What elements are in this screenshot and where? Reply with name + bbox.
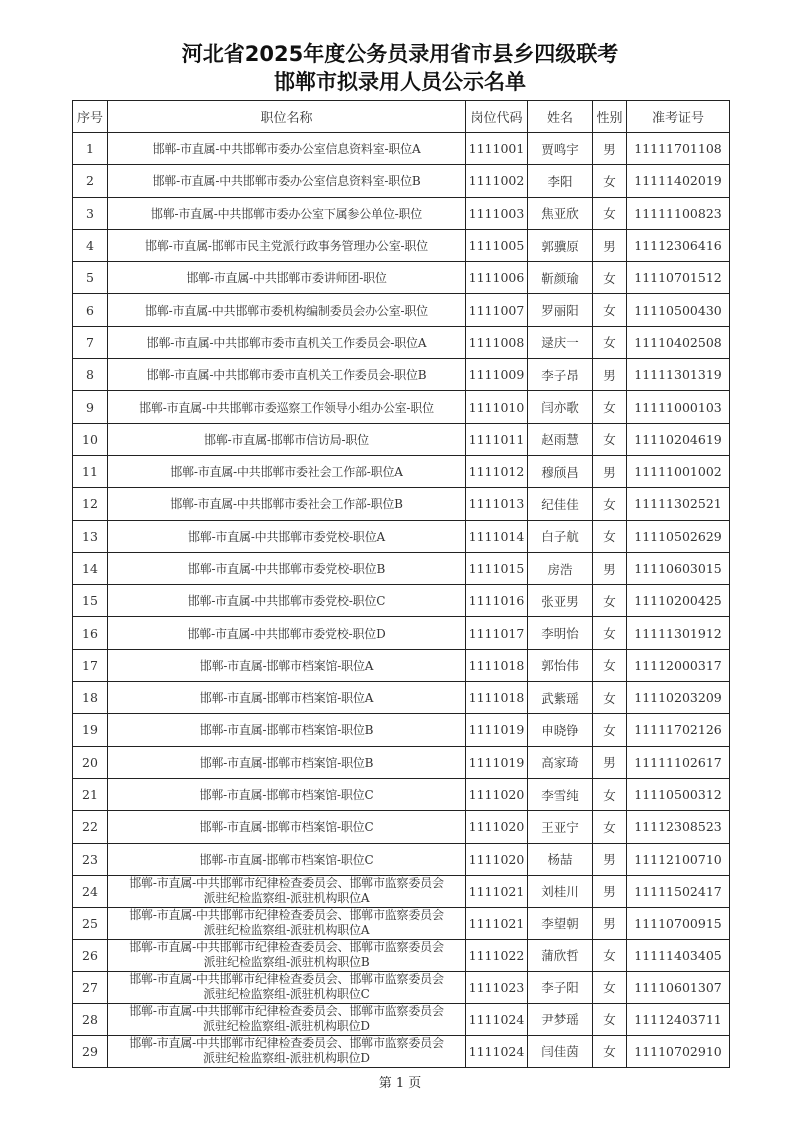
position-line1: 邯郸-市直属-中共邯郸市纪律检查委员会、邯郸市监察委员会 [129,908,444,923]
cell-gender: 女 [593,971,627,1003]
position-line1: 邯郸-市直属-中共邯郸市纪律检查委员会、邯郸市监察委员会 [129,972,444,987]
cell-gender: 男 [593,875,627,907]
cell-ticket: 11111701108 [627,133,730,165]
cell-gender: 女 [593,617,627,649]
cell-gender: 男 [593,552,627,584]
cell-name: 逯庆一 [528,326,593,358]
cell-position [108,391,466,423]
cell-name: 罗丽阳 [528,294,593,326]
position-line1: 邯郸-市直属-邯郸市档案馆-职位A [199,691,374,706]
cell-name: 贾鸣宇 [528,133,593,165]
cell-seq: 9 [73,391,108,423]
position-line1: 邯郸-市直属-中共邯郸市委市直机关工作委员会-职位B [146,368,427,383]
table-row [73,778,730,810]
cell-code: 1111024 [466,1035,528,1067]
cell-seq: 28 [73,1003,108,1035]
cell-gender: 女 [593,778,627,810]
position-line1: 邯郸-市直属-中共邯郸市委党校-职位C [187,594,386,609]
cell-ticket: 11111702126 [627,714,730,746]
cell-gender: 女 [593,939,627,971]
cell-seq: 17 [73,649,108,681]
table-row [73,971,730,1003]
cell-seq: 24 [73,875,108,907]
cell-code: 1111024 [466,1003,528,1035]
cell-seq: 3 [73,197,108,229]
cell-position [108,778,466,810]
cell-name: 李明怡 [528,617,593,649]
cell-name: 杨喆 [528,843,593,875]
table-row [73,746,730,778]
cell-position [108,971,466,1003]
header-seq: 序号 [73,101,108,133]
cell-gender: 女 [593,811,627,843]
table-row [73,455,730,487]
cell-gender: 男 [593,843,627,875]
position-line1: 邯郸-市直属-中共邯郸市委办公室信息资料室-职位A [152,142,421,157]
cell-seq: 12 [73,488,108,520]
cell-ticket: 11110502629 [627,520,730,552]
cell-position [108,294,466,326]
cell-ticket: 11110702910 [627,1035,730,1067]
page-number: 第 1 页 [378,1076,422,1091]
cell-name: 李望朝 [528,907,593,939]
cell-seq: 15 [73,585,108,617]
table-row [73,811,730,843]
cell-gender: 女 [593,197,627,229]
position-line2: 派驻纪检监察组-派驻机构职位D [203,1051,370,1066]
cell-ticket: 11111402019 [627,165,730,197]
cell-ticket: 11111301912 [627,617,730,649]
cell-seq: 20 [73,746,108,778]
position-line1: 邯郸-市直属-邯郸市档案馆-职位C [199,820,374,835]
cell-position [108,229,466,261]
cell-ticket: 11111403405 [627,939,730,971]
cell-position [108,165,466,197]
table-row [73,294,730,326]
cell-ticket: 11112308523 [627,811,730,843]
table-row [73,682,730,714]
cell-code: 1111023 [466,971,528,1003]
cell-code: 1111015 [466,552,528,584]
cell-position [108,1003,466,1035]
cell-position [108,714,466,746]
cell-position [108,133,466,165]
position-line2: 派驻纪检监察组-派驻机构职位B [203,955,370,970]
cell-position [108,585,466,617]
cell-gender: 女 [593,488,627,520]
cell-position [108,359,466,391]
table-row [73,391,730,423]
cell-ticket: 11110500430 [627,294,730,326]
cell-position [108,843,466,875]
table-row [73,229,730,261]
cell-seq: 23 [73,843,108,875]
position-line1: 邯郸-市直属-中共邯郸市委党校-职位A [187,529,386,544]
cell-position [108,746,466,778]
cell-name: 白子航 [528,520,593,552]
cell-position [108,907,466,939]
cell-gender: 男 [593,229,627,261]
table-row [73,649,730,681]
cell-code: 1111016 [466,585,528,617]
cell-gender: 女 [593,165,627,197]
cell-position [108,939,466,971]
cell-position [108,875,466,907]
cell-gender: 女 [593,1035,627,1067]
cell-name: 李子阳 [528,971,593,1003]
cell-seq: 10 [73,423,108,455]
cell-code: 1111021 [466,907,528,939]
header-gender: 性别 [593,101,627,133]
cell-ticket: 11110204619 [627,423,730,455]
cell-gender: 女 [593,423,627,455]
cell-name: 闫佳茵 [528,1035,593,1067]
document-title-line2: 邯郸市拟录用人员公示名单 [274,70,526,94]
table-row [73,1003,730,1035]
cell-ticket: 11110200425 [627,585,730,617]
position-line1: 邯郸-市直属-邯郸市民主党派行政事务管理办公室-职位 [145,239,428,254]
table-row [73,714,730,746]
cell-code: 1111019 [466,746,528,778]
cell-name: 赵雨慧 [528,423,593,455]
cell-ticket: 11111000103 [627,391,730,423]
cell-code: 1111011 [466,423,528,455]
cell-position [108,552,466,584]
cell-position [108,455,466,487]
cell-name: 刘桂川 [528,875,593,907]
cell-seq: 5 [73,262,108,294]
cell-code: 1111009 [466,359,528,391]
table-row [73,843,730,875]
cell-ticket: 11111001002 [627,455,730,487]
table-row [73,875,730,907]
cell-ticket: 11112403711 [627,1003,730,1035]
cell-code: 1111007 [466,294,528,326]
cell-gender: 女 [593,520,627,552]
position-line1: 邯郸-市直属-中共邯郸市委党校-职位D [187,626,386,641]
cell-ticket: 11112000317 [627,649,730,681]
cell-seq: 22 [73,811,108,843]
cell-code: 1111012 [466,455,528,487]
cell-gender: 女 [593,714,627,746]
position-line1: 邯郸-市直属-中共邯郸市纪律检查委员会、邯郸市监察委员会 [129,1036,444,1051]
cell-name: 靳颜瑜 [528,262,593,294]
cell-position [108,197,466,229]
position-line1: 邯郸-市直属-中共邯郸市纪律检查委员会、邯郸市监察委员会 [129,940,444,955]
cell-seq: 14 [73,552,108,584]
cell-name: 李子昂 [528,359,593,391]
cell-name: 房浩 [528,552,593,584]
cell-seq: 21 [73,778,108,810]
position-line1: 邯郸-市直属-中共邯郸市委讲师团-职位 [186,271,387,286]
table-row [73,197,730,229]
cell-code: 1111013 [466,488,528,520]
cell-name: 张亚男 [528,585,593,617]
table-row [73,359,730,391]
position-line1: 邯郸-市直属-邯郸市信访局-职位 [204,432,369,447]
cell-position [108,326,466,358]
cell-code: 1111002 [466,165,528,197]
cell-code: 1111019 [466,714,528,746]
cell-ticket: 11111302521 [627,488,730,520]
cell-gender: 女 [593,649,627,681]
cell-gender: 男 [593,359,627,391]
table-row [73,423,730,455]
table-row [73,907,730,939]
cell-code: 1111006 [466,262,528,294]
table-row [73,262,730,294]
cell-code: 1111022 [466,939,528,971]
table-row [73,165,730,197]
position-line2: 派驻纪检监察组-派驻机构职位C [203,987,370,1002]
position-line1: 邯郸-市直属-中共邯郸市委党校-职位B [187,562,386,576]
cell-position [108,488,466,520]
cell-code: 1111005 [466,229,528,261]
cell-code: 1111010 [466,391,528,423]
cell-name: 穆颀昌 [528,455,593,487]
header-ticket: 准考证号 [627,101,730,133]
cell-position [108,520,466,552]
cell-name: 武紫瑶 [528,682,593,714]
cell-name: 郭怡伟 [528,649,593,681]
cell-gender: 女 [593,585,627,617]
cell-seq: 18 [73,682,108,714]
cell-ticket: 11110203209 [627,682,730,714]
position-line1: 邯郸-市直属-中共邯郸市委社会工作部-职位A [170,465,403,480]
table-row [73,133,730,165]
cell-name: 申晓铮 [528,714,593,746]
cell-name: 尹梦瑶 [528,1003,593,1035]
cell-seq: 2 [73,165,108,197]
cell-ticket: 11110701512 [627,262,730,294]
cell-code: 1111008 [466,326,528,358]
table-row [73,520,730,552]
cell-seq: 25 [73,907,108,939]
cell-code: 1111014 [466,520,528,552]
cell-name: 焦亚欣 [528,197,593,229]
header-name: 姓名 [528,101,593,133]
cell-ticket: 11112100710 [627,843,730,875]
position-line2: 派驻纪检监察组-派驻机构职位D [203,1019,370,1034]
cell-gender: 男 [593,746,627,778]
cell-ticket: 11110402508 [627,326,730,358]
position-line1: 邯郸-市直属-邯郸市档案馆-职位C [199,852,374,867]
cell-position [108,262,466,294]
document-title-line1: 河北省2025年度公务员录用省市县乡四级联考 [181,42,619,66]
position-line1: 邯郸-市直属-邯郸市档案馆-职位A [199,658,374,673]
table-row [73,488,730,520]
cell-seq: 4 [73,229,108,261]
cell-code: 1111018 [466,649,528,681]
position-line1: 邯郸-市直属-中共邯郸市委巡察工作领导小组办公室-职位 [139,400,434,415]
position-line1: 邯郸-市直属-中共邯郸市纪律检查委员会、邯郸市监察委员会 [129,876,444,891]
cell-position [108,649,466,681]
cell-name: 高家琦 [528,746,593,778]
cell-gender: 男 [593,907,627,939]
cell-gender: 女 [593,1003,627,1035]
cell-name: 王亚宁 [528,811,593,843]
cell-seq: 19 [73,714,108,746]
cell-gender: 女 [593,326,627,358]
cell-code: 1111017 [466,617,528,649]
cell-gender: 女 [593,294,627,326]
table-body [73,133,730,1068]
header-code: 岗位代码 [466,101,528,133]
table-row [73,1035,730,1067]
cell-seq: 13 [73,520,108,552]
cell-name: 郭骥原 [528,229,593,261]
cell-code: 1111001 [466,133,528,165]
cell-seq: 8 [73,359,108,391]
position-line1: 邯郸-市直属-邯郸市档案馆-职位C [199,788,374,803]
cell-position [108,617,466,649]
cell-position [108,423,466,455]
cell-name: 李阳 [528,165,593,197]
cell-ticket: 11110601307 [627,971,730,1003]
cell-code: 1111018 [466,682,528,714]
position-line1: 邯郸-市直属-中共邯郸市委办公室信息资料室-职位B [152,174,421,189]
cell-seq: 6 [73,294,108,326]
cell-ticket: 11111102617 [627,746,730,778]
cell-seq: 11 [73,455,108,487]
cell-gender: 女 [593,682,627,714]
header-position: 职位名称 [108,101,466,133]
cell-position [108,682,466,714]
table-header-row [73,101,730,133]
cell-ticket: 11111301319 [627,359,730,391]
cell-code: 1111003 [466,197,528,229]
cell-gender: 女 [593,262,627,294]
cell-position [108,1035,466,1067]
table-row [73,326,730,358]
cell-seq: 26 [73,939,108,971]
position-line1: 邯郸-市直属-中共邯郸市纪律检查委员会、邯郸市监察委员会 [129,1004,444,1019]
cell-code: 1111020 [466,843,528,875]
position-line2: 派驻纪检监察组-派驻机构职位A [203,923,370,938]
cell-name: 李雪纯 [528,778,593,810]
table-row [73,585,730,617]
cell-gender: 男 [593,455,627,487]
cell-code: 1111020 [466,811,528,843]
cell-seq: 16 [73,617,108,649]
cell-name: 蒲欣哲 [528,939,593,971]
table-row [73,552,730,584]
cell-code: 1111020 [466,778,528,810]
position-line1: 邯郸-市直属-中共邯郸市委机构编制委员会办公室-职位 [145,303,428,318]
cell-ticket: 11110603015 [627,552,730,584]
cell-name: 纪佳佳 [528,488,593,520]
cell-seq: 29 [73,1035,108,1067]
cell-code: 1111021 [466,875,528,907]
position-line2: 派驻纪检监察组-派驻机构职位A [203,891,370,906]
position-line1: 邯郸-市直属-中共邯郸市委市直机关工作委员会-职位A [146,335,427,350]
position-line1: 邯郸-市直属-邯郸市档案馆-职位B [199,755,374,770]
table-row [73,617,730,649]
position-line1: 邯郸-市直属-邯郸市档案馆-职位B [199,723,374,738]
cell-seq: 27 [73,971,108,1003]
cell-ticket: 11110700915 [627,907,730,939]
position-line1: 邯郸-市直属-中共邯郸市委社会工作部-职位B [170,497,403,512]
cell-ticket: 11112306416 [627,229,730,261]
position-line1: 邯郸-市直属-中共邯郸市委办公室下属参公单位-职位 [150,206,423,221]
cell-gender: 男 [593,133,627,165]
cell-name: 闫亦歌 [528,391,593,423]
cell-position [108,811,466,843]
cell-gender: 女 [593,391,627,423]
cell-ticket: 11110500312 [627,778,730,810]
cell-seq: 7 [73,326,108,358]
cell-seq: 1 [73,133,108,165]
cell-ticket: 11111100823 [627,197,730,229]
cell-ticket: 11111502417 [627,875,730,907]
roster-table [72,100,730,1068]
table-row [73,939,730,971]
